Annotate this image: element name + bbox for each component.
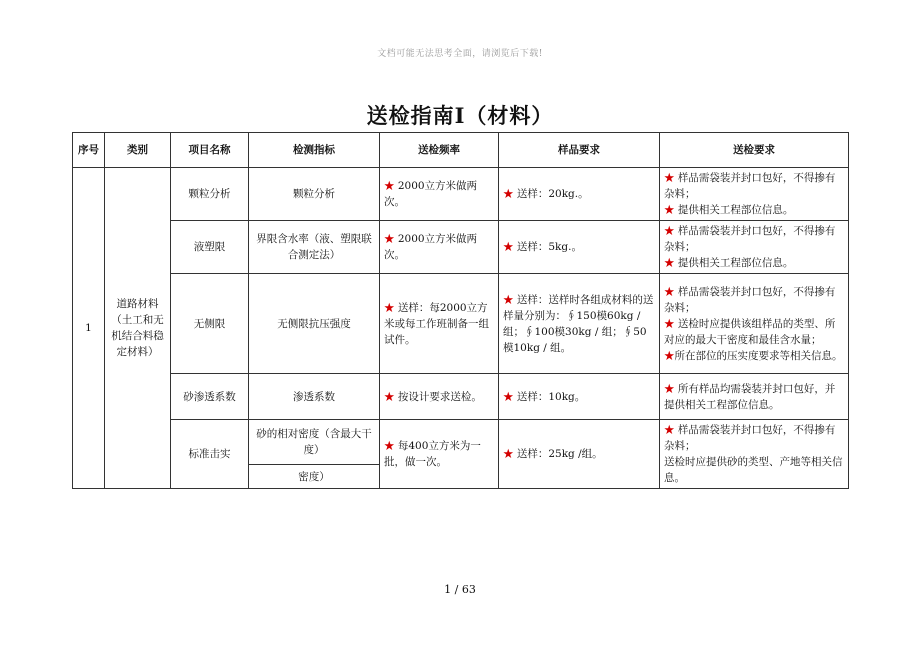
seq-cell: 1 (73, 168, 105, 489)
sample-cell: ★ 送样：10kg。 (499, 374, 660, 420)
frequency-cell: ★ 2000立方米做两次。 (380, 168, 499, 221)
requirement-cell: ★ 样品需袋装并封口包好，不得掺有杂料； ★ 提供相关工程部位信息。 (660, 221, 849, 274)
guide-table (72, 132, 849, 489)
star-icon: ★ (384, 390, 395, 403)
star-icon: ★ (664, 424, 675, 436)
star-icon: ★ (664, 382, 675, 395)
table-row (73, 168, 849, 221)
header-indicator: 检测指标 (249, 133, 380, 168)
page-title: 送检指南Ⅰ（材料） (366, 103, 554, 128)
star-icon: ★ (664, 349, 675, 362)
indicator-cell: 密度） (249, 465, 380, 489)
star-icon: ★ (503, 390, 514, 403)
table-row (73, 221, 849, 274)
indicator-cell: 砂的相对密度（含最大干度） (249, 420, 380, 465)
star-icon: ★ (503, 241, 514, 253)
star-icon: ★ (664, 172, 675, 184)
table-row (73, 274, 849, 374)
header-requirement: 送检要求 (660, 133, 849, 168)
frequency-cell: ★ 2000立方米做两次。 (380, 221, 499, 274)
page-number: 1 / 63 (444, 583, 476, 596)
header-category: 类别 (105, 133, 171, 168)
sample-cell: ★ 送样：送样时各组成材料的送样量分别为：∮150模60kg / 组；∮100模30kg / 组；∮50模10kg / 组。 (499, 274, 660, 374)
star-icon: ★ (384, 301, 395, 314)
sample-cell: ★ 送样：25kg /组。 (499, 420, 660, 489)
category-cell: 道路材料（土工和无机结合料稳定材料） (105, 168, 171, 489)
indicator-cell: 渗透系数 (249, 374, 380, 420)
item-cell: 标准击实 (171, 420, 249, 489)
header-seq: 序号 (73, 133, 105, 168)
star-icon: ★ (664, 317, 675, 330)
star-icon: ★ (503, 188, 514, 200)
item-cell: 液塑限 (171, 221, 249, 274)
header-item: 项目名称 (171, 133, 249, 168)
star-icon: ★ (384, 233, 395, 245)
star-icon: ★ (503, 448, 514, 460)
star-icon: ★ (503, 293, 514, 306)
star-icon: ★ (664, 225, 675, 237)
frequency-cell: ★ 送样：每2000立方米或每工作班制备一组试件。 (380, 274, 499, 374)
item-cell: 无侧限 (171, 274, 249, 374)
header-sample: 样品要求 (499, 133, 660, 168)
star-icon: ★ (384, 180, 395, 192)
item-cell: 颗粒分析 (171, 168, 249, 221)
table-header-row (73, 133, 849, 168)
sample-cell: ★ 送样：5kg.。 (499, 221, 660, 274)
table-row (73, 374, 849, 420)
requirement-cell: ★ 所有样品均需袋装并封口包好，并提供相关工程部位信息。 (660, 374, 849, 420)
frequency-cell: ★ 按设计要求送检。 (380, 374, 499, 420)
requirement-cell: ★ 样品需袋装并封口包好，不得掺有杂料； ★ 提供相关工程部位信息。 (660, 168, 849, 221)
watermark: 文档可能无法思考全面，请浏览后下载! (377, 49, 543, 59)
table-row (73, 420, 849, 465)
star-icon: ★ (384, 440, 395, 452)
requirement-cell: ★ 样品需袋装并封口包好，不得掺有杂料； ★ 送检时应提供该组样品的类型、所对应的最大干密度和最佳含水量； ★所在部位的压实度要求等相关信息。 (660, 274, 849, 374)
item-cell: 砂渗透系数 (171, 374, 249, 420)
requirement-cell: ★ 样品需袋装并封口包好，不得掺有杂料； 送检时应提供砂的类型、产地等相关信息。 (660, 420, 849, 489)
sample-cell: ★ 送样：20kg.。 (499, 168, 660, 221)
frequency-cell: ★ 每400立方米为一批，做一次。 (380, 420, 499, 489)
indicator-cell: 界限含水率（液、塑限联合测定法） (249, 221, 380, 274)
star-icon: ★ (664, 285, 675, 298)
star-icon: ★ (664, 257, 675, 269)
indicator-cell: 无侧限抗压强度 (249, 274, 380, 374)
star-icon: ★ (664, 204, 675, 216)
indicator-cell: 颗粒分析 (249, 168, 380, 221)
header-frequency: 送检频率 (380, 133, 499, 168)
